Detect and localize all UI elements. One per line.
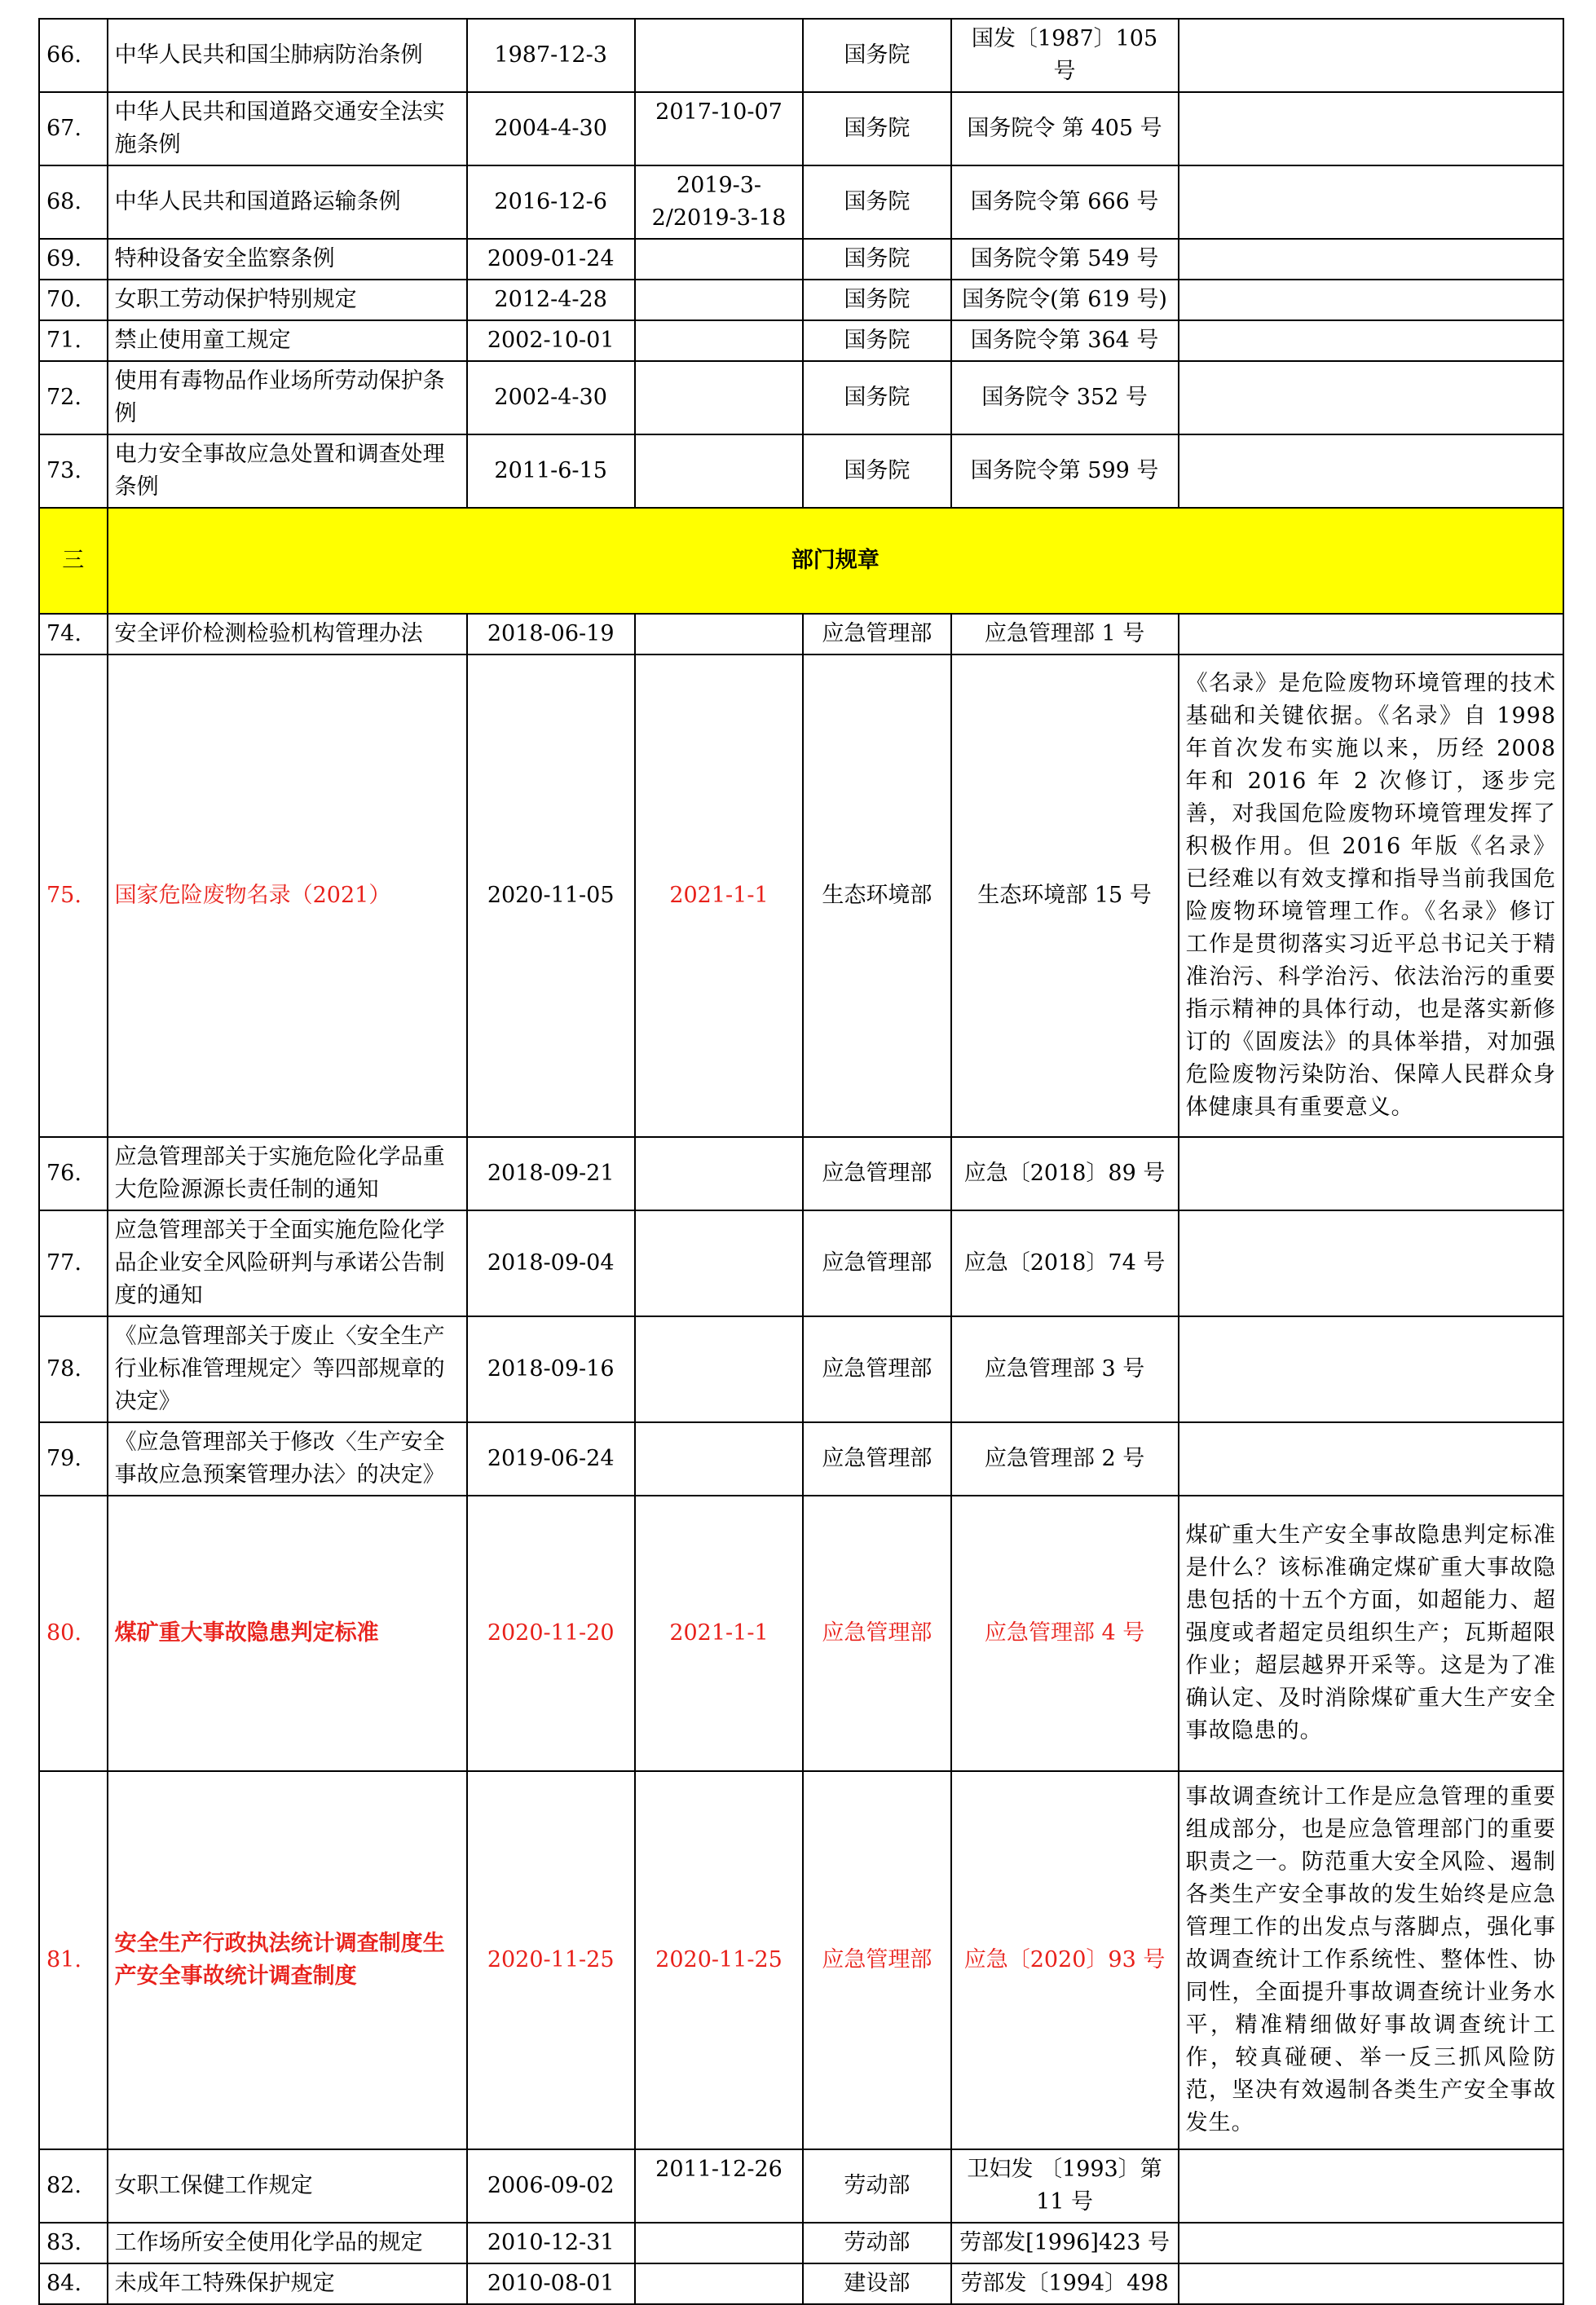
issue-date: 2002-4-30: [467, 361, 635, 434]
row-number: 74.: [39, 614, 108, 654]
table-row: [39, 2223, 1563, 2263]
document-number: 应急〔2020〕93 号: [951, 1771, 1179, 2149]
issuing-department: 应急管理部: [803, 614, 950, 654]
table-row: [39, 19, 1563, 92]
regulation-name: 特种设备安全监察条例: [108, 239, 467, 280]
remarks: [1179, 92, 1563, 165]
issue-date: 2019-06-24: [467, 1422, 635, 1496]
row-number: 68.: [39, 165, 108, 239]
issuing-department: 应急管理部: [803, 1422, 950, 1496]
regulation-name: 中华人民共和国道路交通安全法实施条例: [108, 92, 467, 165]
remarks: [1179, 165, 1563, 239]
row-number: 83.: [39, 2223, 108, 2263]
issue-date: 2012-4-28: [467, 280, 635, 320]
issue-date: 2020-11-05: [467, 654, 635, 1137]
issuing-department: 国务院: [803, 320, 950, 361]
table-row: [39, 654, 1563, 1137]
document-number: 应急〔2018〕74 号: [951, 1210, 1179, 1316]
table-row: [39, 1496, 1563, 1771]
table-row: [39, 2263, 1563, 2304]
regulation-name: 安全生产行政执法统计调查制度生产安全事故统计调查制度: [108, 1771, 467, 2149]
row-number: 78.: [39, 1316, 108, 1422]
row-number: 77.: [39, 1210, 108, 1316]
row-number: 73.: [39, 434, 108, 508]
regulation-name: 工作场所安全使用化学品的规定: [108, 2223, 467, 2263]
document-number: 卫妇发 〔1993〕第 11 号: [951, 2149, 1179, 2223]
remarks: [1179, 1422, 1563, 1496]
remarks: [1179, 320, 1563, 361]
regulation-name: 女职工劳动保护特别规定: [108, 280, 467, 320]
document-number: 国务院令第 666 号: [951, 165, 1179, 239]
table-row: [39, 1422, 1563, 1496]
issue-date: 2018-06-19: [467, 614, 635, 654]
row-number: 75.: [39, 654, 108, 1137]
table-row: [39, 1316, 1563, 1422]
effective-date: [635, 239, 803, 280]
section-number: 三: [39, 508, 108, 614]
regulations-table: [38, 18, 1564, 2305]
regulation-name: 《应急管理部关于修改〈生产安全事故应急预案管理办法〉的决定》: [108, 1422, 467, 1496]
table-row: [39, 1771, 1563, 2149]
remarks: [1179, 239, 1563, 280]
row-number: 70.: [39, 280, 108, 320]
document-number: 应急〔2018〕89 号: [951, 1137, 1179, 1210]
table-row: [39, 614, 1563, 654]
document-number: 应急管理部 1 号: [951, 614, 1179, 654]
issuing-department: 劳动部: [803, 2149, 950, 2223]
section-title: 部门规章: [108, 508, 1563, 614]
issue-date: 2009-01-24: [467, 239, 635, 280]
effective-date: 2020-11-25: [635, 1771, 803, 2149]
document-number: 应急管理部 4 号: [951, 1496, 1179, 1771]
row-number: 71.: [39, 320, 108, 361]
table-row: [39, 320, 1563, 361]
issuing-department: 国务院: [803, 19, 950, 92]
issuing-department: 应急管理部: [803, 1316, 950, 1422]
issuing-department: 国务院: [803, 434, 950, 508]
remarks: [1179, 361, 1563, 434]
issue-date: 1987-12-3: [467, 19, 635, 92]
row-number: 66.: [39, 19, 108, 92]
regulation-name: 中华人民共和国道路运输条例: [108, 165, 467, 239]
effective-date: [635, 361, 803, 434]
effective-date: [635, 1422, 803, 1496]
document-number: 国务院令第 549 号: [951, 239, 1179, 280]
effective-date: [635, 434, 803, 508]
document-number: 应急管理部 2 号: [951, 1422, 1179, 1496]
effective-date: [635, 1210, 803, 1316]
issuing-department: 国务院: [803, 92, 950, 165]
issue-date: 2018-09-04: [467, 1210, 635, 1316]
remarks: [1179, 19, 1563, 92]
document-number: 国务院令第 364 号: [951, 320, 1179, 361]
remarks: [1179, 2223, 1563, 2263]
issue-date: 2020-11-20: [467, 1496, 635, 1771]
effective-date: 2021-1-1: [635, 654, 803, 1137]
row-number: 72.: [39, 361, 108, 434]
issuing-department: 国务院: [803, 361, 950, 434]
effective-date: 2017-10-07: [635, 92, 803, 165]
remarks: 事故调查统计工作是应急管理的重要组成部分，也是应急管理部门的重要职责之一。防范重大安全风险、遏制各类生产安全事故的发生始终是应急管理工作的出发点与落脚点，强化事故调查统计工作系统性、整体性、协同性，全面提升事故调查统计业务水平，精准精细做好事故调查统计工作，较真碰硬、举一反三抓风险防范，坚决有效遏制各类生产安全事故发生。: [1179, 1771, 1563, 2149]
row-number: 82.: [39, 2149, 108, 2223]
remarks: [1179, 434, 1563, 508]
document-number: 应急管理部 3 号: [951, 1316, 1179, 1422]
row-number: 84.: [39, 2263, 108, 2304]
effective-date: [635, 19, 803, 92]
issuing-department: 应急管理部: [803, 1496, 950, 1771]
issue-date: 2004-4-30: [467, 92, 635, 165]
table-row: [39, 1210, 1563, 1316]
effective-date: [635, 1137, 803, 1210]
issue-date: 2020-11-25: [467, 1771, 635, 2149]
effective-date: [635, 2223, 803, 2263]
issue-date: 2010-12-31: [467, 2223, 635, 2263]
document-number: 国务院令第 599 号: [951, 434, 1179, 508]
regulation-name: 中华人民共和国尘肺病防治条例: [108, 19, 467, 92]
row-number: 81.: [39, 1771, 108, 2149]
row-number: 80.: [39, 1496, 108, 1771]
remarks: [1179, 1137, 1563, 1210]
issuing-department: 应急管理部: [803, 1771, 950, 2149]
row-number: 76.: [39, 1137, 108, 1210]
table-row: [39, 361, 1563, 434]
regulation-name: 女职工保健工作规定: [108, 2149, 467, 2223]
remarks: [1179, 280, 1563, 320]
regulation-name: 煤矿重大事故隐患判定标准: [108, 1496, 467, 1771]
document-number: 生态环境部 15 号: [951, 654, 1179, 1137]
effective-date: [635, 614, 803, 654]
issue-date: 2011-6-15: [467, 434, 635, 508]
effective-date: [635, 320, 803, 361]
issuing-department: 劳动部: [803, 2223, 950, 2263]
section-header-row: [39, 508, 1563, 614]
document-number: 国务院令 第 405 号: [951, 92, 1179, 165]
table-row: [39, 1137, 1563, 1210]
table-row: [39, 280, 1563, 320]
remarks: [1179, 1316, 1563, 1422]
regulation-name: 应急管理部关于全面实施危险化学品企业安全风险研判与承诺公告制度的通知: [108, 1210, 467, 1316]
document-number: 国发〔1987〕105 号: [951, 19, 1179, 92]
regulation-name: 安全评价检测检验机构管理办法: [108, 614, 467, 654]
effective-date: [635, 2263, 803, 2304]
effective-date: 2021-1-1: [635, 1496, 803, 1771]
effective-date: 2019-3-2/2019-3-18: [635, 165, 803, 239]
document-number: 国务院令(第 619 号): [951, 280, 1179, 320]
issuing-department: 国务院: [803, 280, 950, 320]
issuing-department: 国务院: [803, 239, 950, 280]
row-number: 79.: [39, 1422, 108, 1496]
issue-date: 2018-09-21: [467, 1137, 635, 1210]
issuing-department: 生态环境部: [803, 654, 950, 1137]
issue-date: 2006-09-02: [467, 2149, 635, 2223]
regulation-name: 使用有毒物品作业场所劳动保护条例: [108, 361, 467, 434]
table-row: [39, 2149, 1563, 2223]
remarks: [1179, 2149, 1563, 2223]
regulation-name: 应急管理部关于实施危险化学品重大危险源源长责任制的通知: [108, 1137, 467, 1210]
regulation-name: 电力安全事故应急处置和调查处理条例: [108, 434, 467, 508]
regulation-name: 未成年工特殊保护规定: [108, 2263, 467, 2304]
document-number: 劳部发[1996]423 号: [951, 2223, 1179, 2263]
remarks: [1179, 1210, 1563, 1316]
remarks: [1179, 2263, 1563, 2304]
remarks: [1179, 614, 1563, 654]
issuing-department: 应急管理部: [803, 1210, 950, 1316]
regulation-name: 国家危险废物名录（2021）: [108, 654, 467, 1137]
effective-date: 2011-12-26: [635, 2149, 803, 2223]
row-number: 69.: [39, 239, 108, 280]
issue-date: 2010-08-01: [467, 2263, 635, 2304]
issuing-department: 国务院: [803, 165, 950, 239]
document-number: 国务院令 352 号: [951, 361, 1179, 434]
effective-date: [635, 280, 803, 320]
issue-date: 2018-09-16: [467, 1316, 635, 1422]
document-number: 劳部发〔1994〕498: [951, 2263, 1179, 2304]
remarks: 《名录》是危险废物环境管理的技术基础和关键依据。《名录》自 1998 年首次发布实施以来，历经 2008 年和 2016 年 2 次修订，逐步完善，对我国危险废物环境管理发挥了积极作用。但 2016 年版《名录》已经难以有效支撑和指导当前我国危险废物环境管理工作。《名录》修订工作是贯彻落实习近平总书记关于精准治污、科学治污、依法治污的重要指示精神的具体行动，也是落实新修订的《固废法》的具体举措，对加强危险废物污染防治、保障人民群众身体健康具有重要意义。: [1179, 654, 1563, 1137]
issuing-department: 建设部: [803, 2263, 950, 2304]
table-row: [39, 434, 1563, 508]
table-row: [39, 92, 1563, 165]
remarks: 煤矿重大生产安全事故隐患判定标准是什么？该标准确定煤矿重大事故隐患包括的十五个方面，如超能力、超强度或者超定员组织生产；瓦斯超限作业；超层越界开采等。这是为了准确认定、及时消除煤矿重大生产安全事故隐患的。: [1179, 1496, 1563, 1771]
regulation-name: 禁止使用童工规定: [108, 320, 467, 361]
issue-date: 2016-12-6: [467, 165, 635, 239]
row-number: 67.: [39, 92, 108, 165]
effective-date: [635, 1316, 803, 1422]
regulation-name: 《应急管理部关于废止〈安全生产行业标准管理规定〉等四部规章的决定》: [108, 1316, 467, 1422]
issue-date: 2002-10-01: [467, 320, 635, 361]
issuing-department: 应急管理部: [803, 1137, 950, 1210]
table-row: [39, 165, 1563, 239]
table-row: [39, 239, 1563, 280]
